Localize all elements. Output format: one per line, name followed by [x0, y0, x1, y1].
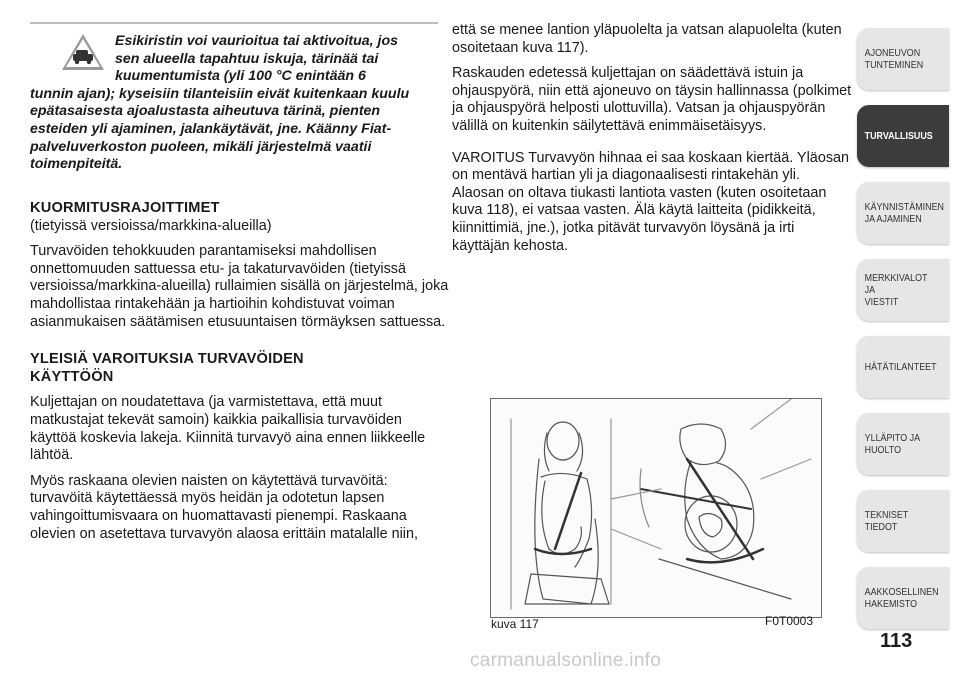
warning-line-1: Esikiristin voi vaurioitua tai aktivoitua, jos — [115, 33, 399, 49]
figure-code: F0T0003 — [765, 614, 814, 628]
tab-label: KÄYNNISTÄMINEN — [864, 201, 945, 213]
load-limiters-body: Turvavöiden tehokkuuden parantamiseksi mahdollisen onnettomuuden sattuessa etu- ja takaturvavöiden (tietyissä versioissa/markkina-alueilla) rullaimien sisällä on järjestelmä, joka mahdollistaa rintakehään ja hartioihin kohdistuvat voiman asianmukaisen säätämisen etusuuntaisen törmäyksen sattuessa. — [30, 243, 449, 330]
tab-merkkivalot-ja-viestit[interactable] — [857, 259, 949, 321]
tab-label: VIESTIT — [864, 296, 899, 308]
warning-line-3: kuumentumista (yli 100 °C enintään 6 — [115, 68, 366, 85]
warning-line-2: sen alueella tapahtuu iskuja, tärinää tai — [115, 50, 379, 67]
tab-label: TURVALLISUUS — [864, 130, 933, 142]
tab-label: TEKNISET TIEDOT — [864, 509, 909, 533]
tab-hatatilanteet[interactable] — [857, 336, 949, 398]
figure-caption: kuva 117 — [491, 617, 539, 631]
right-paragraph-1: että se menee lantion yläpuolelta ja vatsan alapuolelta (kuten osoitetaan kuva 117). — [452, 22, 842, 56]
load-limiters-heading: KUORMITUSRAJOITTIMET — [30, 200, 220, 216]
right-paragraph-2: Raskauden edetessä kuljettajan on säädettävä istuin ja ohjauspyörä, niin että ajoneuvo on täysin hallinnassa (polkimet ja ohjauspyörä helposti ulottuvilla). Vatsan ja ohjauspyörän välillä on kuitenkin säilytettävä enimmäisetäisyys. — [452, 65, 852, 134]
seatbelt-illustration — [490, 398, 822, 618]
warning-top-rule — [30, 22, 438, 24]
left-column — [30, 200, 450, 543]
right-paragraph-warning: VAROITUS Turvavyön hihnaa ei saa koskaan kiertää. Yläosan on mentävä hartian yli ja diagonaalisesti rintakehän yli. Alaosan on oltava tiukasti lantiota vasten (kuten osoitetaan kuva 118), ei vatsaa vasten. Älä käytä laitteita (pidikkeitä, kiinnittimiä, jne.), jotka pitävät turvavyön löysänä ja irti käyttäjän kehosta. — [452, 149, 850, 254]
tab-label: MERKKIVALOT JA — [864, 272, 928, 296]
pregnant-woman-seatbelt-drawing — [491, 399, 821, 617]
tab-label: AAKKOSELLINEN — [864, 586, 939, 598]
tab-ajoneuvon-tunteminen[interactable] — [857, 28, 949, 90]
tab-label: HAKEMISTO — [864, 598, 918, 610]
tab-label: AJONEUVON — [864, 47, 921, 59]
tab-label: TUNTEMINEN — [864, 59, 924, 71]
general-heading-line-2: KÄYTTÖÖN — [30, 368, 114, 385]
tab-aakkosellinen-hakemisto[interactable] — [857, 567, 949, 629]
tab-yllapito-ja-huolto[interactable] — [857, 413, 949, 475]
right-column — [452, 22, 852, 255]
tab-tekniset-tiedot[interactable] — [857, 490, 949, 552]
tab-label: HÄTÄTILANTEET — [864, 361, 937, 373]
general-paragraph-1: Kuljettajan on noudatettava (ja varmistettava, että muut matkustajat tekevät samoin) kaikkia paikallisia turvavöiden käyttöä koskevia lakeja. Kiinnitä turvavyö aina ennen liikkeelle lähtöä. — [30, 394, 426, 464]
warning-rest: tunnin ajan); kyseisiin tilanteisiin eivät kuitenkaan kuulu epätasaisesta ajoalustasta aiheutuva tärinä, pienten esteiden yli ajaminen, jalankäytävät, jne. Käänny Fiat-palveluverkoston puoleen, mikäli järjestelmä vaatii toimenpiteitä. — [30, 85, 410, 173]
load-limiters-subtitle: (tietyissä versioissa/markkina-alueilla) — [30, 217, 272, 234]
watermark: carmanualsonline.info — [470, 650, 662, 671]
tab-label: JA AJAMINEN — [864, 213, 922, 225]
tab-kaynnistaminen-ja-ajaminen[interactable] — [857, 182, 949, 244]
general-paragraph-2: Myös raskaana olevien naisten on käytettävä turvavöitä: turvavöitä käytettäessä myös heidän ja odotetun lapsen vahingoittumisvaara on huomattavasti pienempi. Raskaana olevien on asetettava turvavyön alaosa erittäin matalalle niin, — [30, 472, 418, 542]
tab-label: YLLÄPITO JA HUOLTO — [864, 432, 920, 456]
page-number: 113 — [880, 630, 913, 652]
warning-text — [30, 33, 440, 174]
tab-turvallisuus[interactable] — [857, 105, 949, 167]
general-heading-line-1: YLEISIÄ VAROITUKSIA TURVAVÖIDEN — [30, 351, 304, 368]
